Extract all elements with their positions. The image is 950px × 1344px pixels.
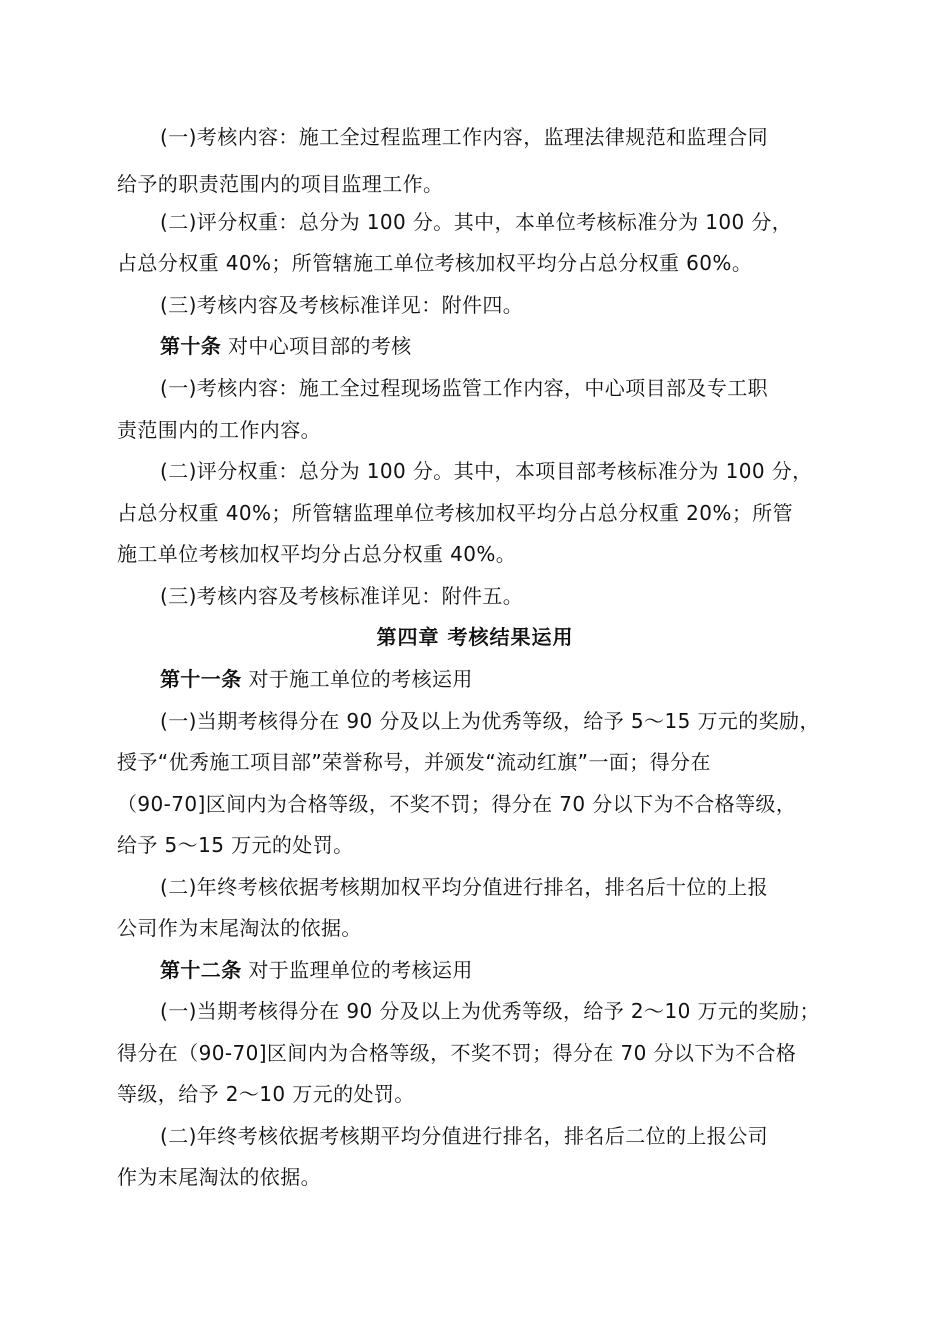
paragraph-line: (三)考核内容及考核标准详见：附件五。 (160, 584, 524, 608)
article-heading-10 (160, 333, 850, 359)
article-title: 对于施工单位的考核运用 (248, 667, 473, 691)
paragraph-line: 得分在（90-70]区间内为合格等级，不奖不罚；得分在 70 分以下为不合格 (117, 1041, 797, 1065)
paragraph-line: 责范围内的工作内容。 (117, 418, 321, 442)
paragraph-line: 公司作为末尾淘汰的依据。 (117, 916, 362, 940)
article-label: 第十条 (160, 334, 222, 358)
paragraph-line: (二)年终考核依据考核期加权平均分值进行排名，排名后十位的上报 (160, 875, 769, 899)
chapter-heading: 第四章 考核结果运用 (376, 625, 574, 649)
paragraph-line: (二)评分权重：总分为 100 分。其中，本项目部考核标准分为 100 分， (160, 459, 813, 483)
paragraph-line: 给予的职责范围内的项目监理工作。 (117, 172, 444, 196)
article-label: 第十一条 (160, 667, 242, 691)
paragraph-line: 等级，给予 2～10 万元的处罚。 (117, 1082, 415, 1106)
paragraph-line: 作为末尾淘汰的依据。 (117, 1165, 321, 1189)
article-label: 第十二条 (160, 958, 242, 982)
paragraph-line: (一)当期考核得分在 90 分及以上为优秀等级，给予 2～10 万元的奖励； (160, 999, 820, 1023)
article-title: 对中心项目部的考核 (227, 334, 412, 358)
paragraph-line: (一)考核内容：施工全过程现场监管工作内容，中心项目部及专工职 (160, 376, 769, 400)
article-heading-12 (160, 957, 850, 983)
article-heading-11 (160, 666, 850, 692)
paragraph-line: (一)考核内容：施工全过程监理工作内容，监理法律规范和监理合同 (160, 125, 769, 149)
paragraph-line: 施工单位考核加权平均分占总分权重 40%。 (117, 542, 517, 566)
paragraph-line: （90-70]区间内为合格等级，不奖不罚；得分在 70 分以下为不合格等级， (117, 792, 797, 816)
paragraph-line: 占总分权重 40%；所管辖施工单位考核加权平均分占总分权重 60%。 (117, 251, 753, 275)
article-title: 对于监理单位的考核运用 (248, 958, 473, 982)
paragraph-line: (二)评分权重：总分为 100 分。其中，本单位考核标准分为 100 分， (160, 210, 793, 234)
paragraph-line: (二)年终考核依据考核期平均分值进行排名，排名后二位的上报公司 (160, 1124, 769, 1148)
paragraph-line: (一)当期考核得分在 90 分及以上为优秀等级，给予 5～15 万元的奖励， (160, 709, 820, 733)
paragraph-line: 授予“优秀施工项目部”荣誉称号，并颁发“流动红旗”一面；得分在 (117, 750, 711, 774)
paragraph-line: 给予 5～15 万元的处罚。 (117, 833, 354, 857)
paragraph-line: 占总分权重 40%；所管辖监理单位考核加权平均分占总分权重 20%；所管 (117, 501, 794, 525)
paragraph-line: (三)考核内容及考核标准详见：附件四。 (160, 293, 524, 317)
